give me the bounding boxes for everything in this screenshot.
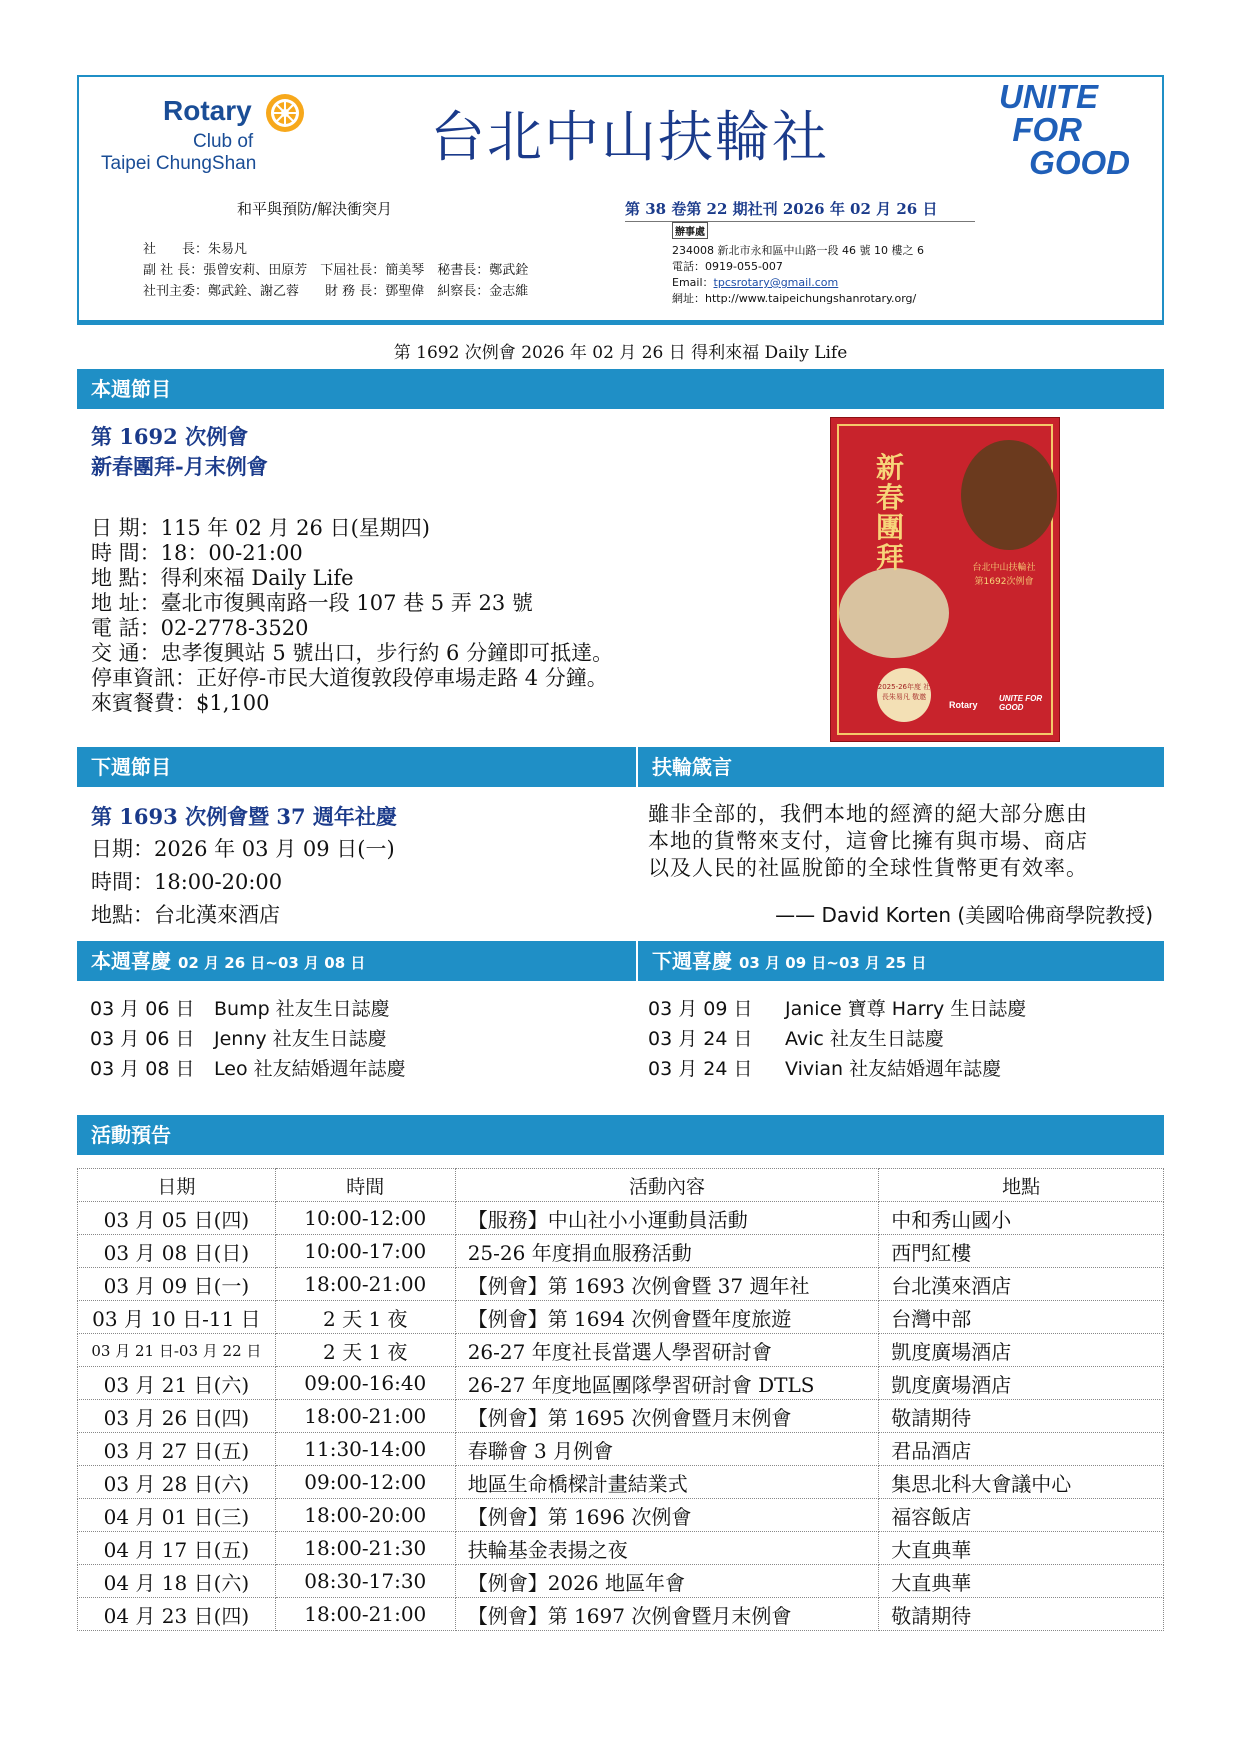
event-place: 福容飯店	[879, 1499, 1164, 1532]
celebration-date: 03 月 06 日	[90, 1028, 195, 1050]
issue-info: 第 38 卷第 22 期社刊 2026 年 02 月 26 日	[625, 198, 975, 222]
celebration-date: 03 月 06 日	[90, 998, 195, 1020]
event-activity: 扶輪基金表揚之夜	[455, 1532, 879, 1565]
event-date: 03 月 27 日(五)	[78, 1433, 276, 1466]
event-date: 03 月 26 日(四)	[78, 1400, 276, 1433]
office-email-row	[672, 274, 838, 290]
celebration-text: Leo 社友結婚週年誌慶	[214, 1058, 406, 1080]
next-week-bar: 下週節目	[77, 747, 636, 787]
table-row	[78, 1565, 1164, 1598]
event-date: 04 月 18 日(六)	[78, 1565, 276, 1598]
event-date: 04 月 01 日(三)	[78, 1499, 276, 1532]
event-activity: 【例會】第 1697 次例會暨月末例會	[455, 1598, 879, 1631]
table-row	[78, 1301, 1164, 1334]
event-place: 敬請期待	[879, 1598, 1164, 1631]
event-date: 03 月 28 日(六)	[78, 1466, 276, 1499]
event-time: 18:00-21:00	[275, 1598, 455, 1631]
header-date: 日期	[78, 1169, 276, 1202]
celebration-date: 03 月 24 日	[648, 1058, 753, 1080]
list-item	[90, 1024, 406, 1054]
unite-word: UNITE	[999, 78, 1098, 115]
quote-line-2: 本地的貨幣來支付，這會比擁有與市場、商店	[648, 829, 1088, 853]
events-table	[77, 1168, 1164, 1631]
next-week-title: 第 1693 次例會暨 37 週年社慶	[91, 804, 397, 829]
poster-badge: 2025-26年度 社長朱易凡 敬邀	[877, 668, 931, 722]
event-date: 04 月 23 日(四)	[78, 1598, 276, 1631]
month-theme: 和平與預防/解決衝突月	[237, 200, 393, 218]
event-time: 08:30-17:30	[275, 1565, 455, 1598]
event-place: 凱度廣場酒店	[879, 1334, 1164, 1367]
event-time: 18:00-21:00	[275, 1400, 455, 1433]
header-activity: 活動內容	[455, 1169, 879, 1202]
events-bar: 活動預告	[77, 1115, 1164, 1155]
event-place: 凱度廣場酒店	[879, 1367, 1164, 1400]
event-activity: 春聯會 3 月例會	[455, 1433, 879, 1466]
office-address: 234008 新北市永和區中山路一段 46 號 10 樓之 6	[672, 244, 924, 257]
celebration-text: Avic 社友生日誌慶	[785, 1028, 944, 1050]
celebrations-this-label: 本週喜慶	[91, 949, 171, 973]
detail-transport: 交 通：忠孝復興站 5 號出口，步行約 6 分鐘即可抵達。	[91, 641, 614, 665]
event-time: 2 天 1 夜	[275, 1301, 455, 1334]
good-word: GOOD	[1029, 144, 1130, 181]
event-activity: 【例會】2026 地區年會	[455, 1565, 879, 1598]
table-row	[78, 1334, 1164, 1367]
celebrations-this-list	[90, 994, 406, 1084]
event-time: 2 天 1 夜	[275, 1334, 455, 1367]
event-place: 君品酒店	[879, 1433, 1164, 1466]
quote-text	[648, 801, 1088, 882]
meeting-line: 第 1692 次例會 2026 年 02 月 26 日 得利來福 Daily Life	[393, 343, 848, 363]
poster-food-image-top	[961, 440, 1057, 550]
next-week-details	[91, 833, 395, 932]
event-activity: 【例會】第 1693 次例會暨 37 週年社	[455, 1268, 879, 1301]
logo-rotary-text: Rotary	[163, 95, 252, 126]
list-item	[648, 1054, 1026, 1084]
event-activity: 【服務】中山社小小運動員活動	[455, 1202, 879, 1235]
celebrations-next-bar	[636, 941, 1164, 981]
event-date: 03 月 21 日-03 月 22 日	[78, 1334, 276, 1367]
poster-rotary: Rotary	[949, 700, 978, 710]
celebrations-this-range: 02 月 26 日~03 月 08 日	[177, 954, 366, 972]
event-activity: 【例會】第 1695 次例會暨月末例會	[455, 1400, 879, 1433]
event-place: 西門紅樓	[879, 1235, 1164, 1268]
table-row	[78, 1532, 1164, 1565]
table-row	[78, 1466, 1164, 1499]
event-place: 中和秀山國小	[879, 1202, 1164, 1235]
header-time: 時間	[275, 1169, 455, 1202]
table-row	[78, 1598, 1164, 1631]
event-time: 18:00-20:00	[275, 1499, 455, 1532]
event-time: 09:00-16:40	[275, 1367, 455, 1400]
table-row	[78, 1499, 1164, 1532]
event-place: 大直典華	[879, 1532, 1164, 1565]
event-activity: 地區生命橋樑計畫結業式	[455, 1466, 879, 1499]
office-website[interactable]: 網址：http://www.taipeichungshanrotary.org/	[672, 292, 917, 305]
this-week-bar: 本週節目	[77, 369, 1164, 409]
detail-fee: 來賓餐費：$1,100	[91, 691, 270, 715]
next-week-time: 時間：18:00-20:00	[91, 870, 283, 894]
celebration-text: Jenny 社友生日誌慶	[214, 1028, 387, 1050]
club-title: 台北中山扶輪社	[430, 105, 830, 169]
officer-line-3: 社刊主委：鄭武銓、謝乙蓉 財 務 長：鄧聖偉 糾察長：金志維	[143, 284, 529, 299]
office-badge: 辦事處	[672, 222, 708, 239]
detail-venue: 地 點：得利來福 Daily Life	[91, 566, 354, 590]
rotary-logo	[101, 95, 331, 175]
table-row	[78, 1202, 1164, 1235]
next-week-date: 日期：2026 年 03 月 09 日(一)	[91, 837, 395, 861]
event-place: 敬請期待	[879, 1400, 1164, 1433]
event-time: 09:00-12:00	[275, 1466, 455, 1499]
list-item	[648, 1024, 1026, 1054]
this-week-title-2: 新春團拜-月末例會	[91, 454, 268, 479]
office-email-link[interactable]: tpcsrotary@gmail.com	[713, 276, 839, 289]
table-row	[78, 1400, 1164, 1433]
celebration-text: Bump 社友生日誌慶	[214, 998, 390, 1020]
detail-time: 時 間：18：00-21:00	[91, 541, 303, 565]
event-date: 04 月 17 日(五)	[78, 1532, 276, 1565]
list-item	[90, 994, 406, 1024]
this-week-title-1: 第 1692 次例會	[91, 424, 249, 449]
quote-bar: 扶輪箴言	[636, 747, 1164, 787]
event-time: 18:00-21:00	[275, 1268, 455, 1301]
celebration-date: 03 月 08 日	[90, 1058, 195, 1080]
logo-club-name: Taipei ChungShan	[101, 153, 257, 174]
event-place: 集思北科大會議中心	[879, 1466, 1164, 1499]
event-place: 大直典華	[879, 1565, 1164, 1598]
event-activity: 26-27 年度地區團隊學習研討會 DTLS	[455, 1367, 879, 1400]
event-activity: 【例會】第 1696 次例會	[455, 1499, 879, 1532]
office-email-label: Email：	[672, 276, 714, 289]
celebration-date: 03 月 09 日	[648, 998, 753, 1020]
event-time: 10:00-17:00	[275, 1235, 455, 1268]
poster-unite: UNITE FOR GOOD	[999, 694, 1043, 712]
quote-line-3: 以及人民的社區脫節的全球性貨幣更有效率。	[648, 856, 1088, 880]
event-date: 03 月 09 日(一)	[78, 1268, 276, 1301]
poster-headline: 新春團拜	[876, 451, 905, 574]
events-table-body	[78, 1202, 1164, 1631]
table-header-row	[78, 1169, 1164, 1202]
list-item	[90, 1054, 406, 1084]
this-week-details	[91, 516, 613, 716]
officer-line-1: 社 長：朱易凡	[143, 242, 248, 257]
office-phone: 電話：0919-055-007	[672, 260, 783, 273]
unite-for-good-logo	[970, 80, 1130, 179]
table-row	[78, 1367, 1164, 1400]
table-row	[78, 1268, 1164, 1301]
quote-line-1: 雖非全部的，我們本地的經濟的絕大部分應由	[648, 802, 1088, 826]
celebration-text: Janice 寶尊 Harry 生日誌慶	[785, 998, 1027, 1020]
celebration-text: Vivian 社友結婚週年誌慶	[785, 1058, 1002, 1080]
event-time: 10:00-12:00	[275, 1202, 455, 1235]
officer-line-2: 副 社 長：張曾安莉、田原芳 下屆社長：簡美琴 秘書長：鄭武銓	[143, 263, 529, 278]
poster-meeting: 第1692次例會	[974, 577, 1034, 587]
rotary-wheel-icon	[263, 91, 307, 135]
table-row	[78, 1433, 1164, 1466]
list-item	[648, 994, 1026, 1024]
celebrations-next-range: 03 月 09 日~03 月 25 日	[738, 954, 927, 972]
table-row	[78, 1235, 1164, 1268]
event-date: 03 月 08 日(日)	[78, 1235, 276, 1268]
event-place: 台灣中部	[879, 1301, 1164, 1334]
event-poster	[830, 417, 1060, 742]
event-date: 03 月 21 日(六)	[78, 1367, 276, 1400]
detail-date: 日 期：115 年 02 月 26 日(星期四)	[91, 516, 430, 540]
for-word: FOR	[1012, 111, 1082, 148]
event-place: 台北漢來酒店	[879, 1268, 1164, 1301]
quote-author: —— David Korten (美國哈佛商學院教授)	[775, 903, 1153, 927]
event-date: 03 月 10 日-11 日	[78, 1301, 276, 1334]
celebrations-next-list	[648, 994, 1026, 1084]
event-activity: 26-27 年度社長當選人學習研討會	[455, 1334, 879, 1367]
poster-food-image-bottom	[839, 568, 949, 658]
logo-clubof-text: Club of	[193, 131, 254, 152]
event-time: 11:30-14:00	[275, 1433, 455, 1466]
next-week-place: 地點：台北漢來酒店	[91, 903, 280, 927]
event-activity: 【例會】第 1694 次例會暨年度旅遊	[455, 1301, 879, 1334]
event-time: 18:00-21:30	[275, 1532, 455, 1565]
celebration-date: 03 月 24 日	[648, 1028, 753, 1050]
header-place: 地點	[879, 1169, 1164, 1202]
poster-club: 台北中山扶輪社	[972, 563, 1036, 573]
detail-phone: 電 話：02-2778-3520	[91, 616, 309, 640]
celebrations-this-bar	[77, 941, 636, 981]
event-activity: 25-26 年度捐血服務活動	[455, 1235, 879, 1268]
detail-address: 地 址：臺北市復興南路一段 107 巷 5 弄 23 號	[91, 591, 533, 615]
event-date: 03 月 05 日(四)	[78, 1202, 276, 1235]
detail-parking: 停車資訊：正好停-市民大道復敦段停車場走路 4 分鐘。	[91, 666, 608, 690]
celebrations-next-label: 下週喜慶	[652, 949, 732, 973]
